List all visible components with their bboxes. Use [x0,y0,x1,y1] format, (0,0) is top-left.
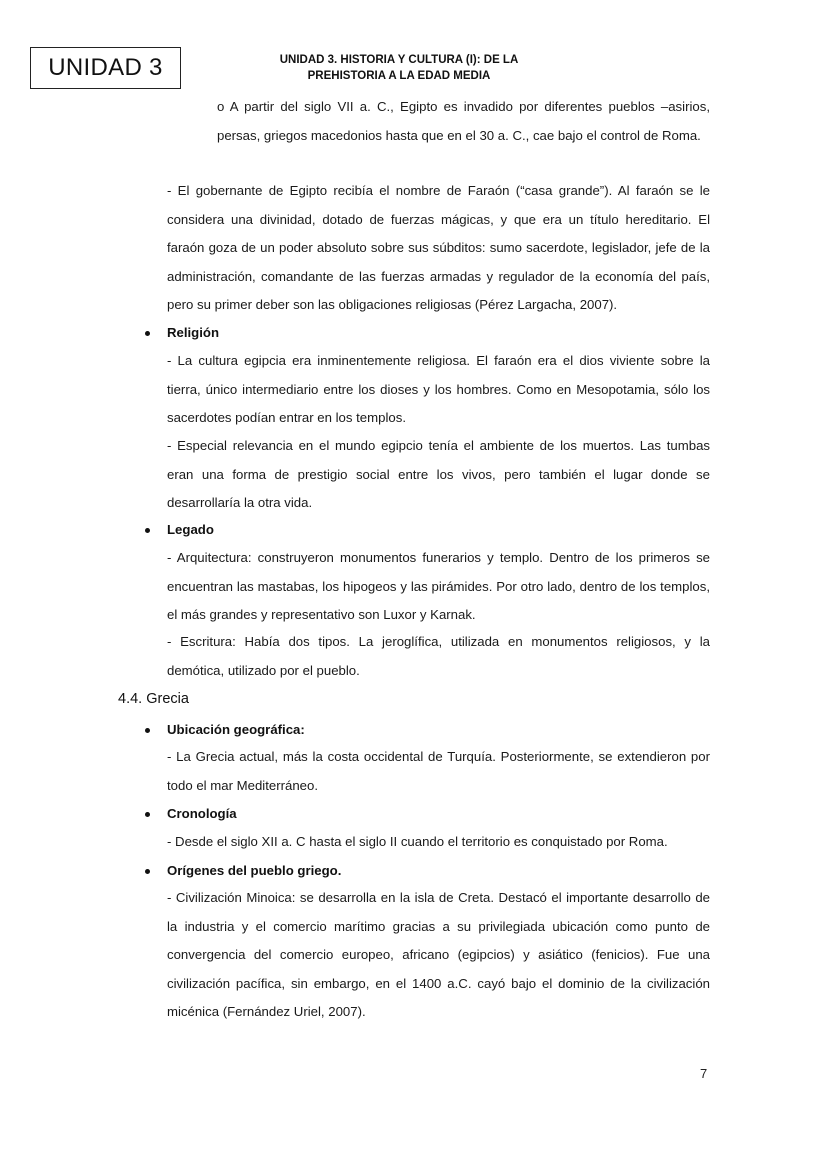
bullet-origenes [145,857,341,885]
bullet-dot-icon [145,331,150,336]
bullet-cronologia [145,800,237,828]
religion-paragraph-1: - La cultura egipcia era inminentemente religiosa. El faraón era el dios viviente sobre la tierra, único intermediario entre los dioses y los hombres. Como en Mesopotamia, sólo los sacerdotes podían entrar en los templos. [167,353,710,426]
bullet-label: Orígenes del pueblo griego. [167,863,342,878]
bullet-dot-icon [145,869,150,874]
bullet-dot-icon [145,728,150,733]
egypt-invasion-sub-item: o A partir del siglo VII a. C., Egipto es invadido por diferentes pueblos –asirios, persas, griegos macedonios hasta que en el 30 a. C., cae bajo el control de Roma. [217,99,710,143]
bullet-label: Religión [167,325,220,340]
legado-paragraph-1: - Arquitectura: construyeron monumentos funerarios y templo. Dentro de los primeros se encuentran las mastabas, los hipogeos y las pirámides. Por otro lado, dentro de los templos, el más grandes y representativo son Luxor y Karnak. [167,550,710,623]
bullet-legado [145,516,214,544]
bullet-label: Ubicación geográfica: [167,722,305,737]
religion-paragraph-2: - Especial relevancia en el mundo egipcio tenía el ambiente de los muertos. Las tumbas eran una forma de prestigio social entre los vivos, pero también el lugar donde se desarrollaría la otra vida. [167,438,710,511]
unit-label-box [30,47,181,89]
bullet-ubicacion [145,716,305,744]
page-number: 7 [700,1066,708,1081]
cronologia-paragraph: - Desde el siglo XII a. C hasta el siglo II cuando el territorio es conquistado por Roma. [167,834,668,849]
bullet-label: Cronología [167,806,237,821]
pharaoh-paragraph: - El gobernante de Egipto recibía el nombre de Faraón (“casa grande”). Al faraón se le considera una divinidad, dotado de fuerzas mágicas, y que era un título hereditario. El faraón goza de un poder absoluto sobre sus súbditos: sumo sacerdote, legislador, jefe de la administración, comandante de las fuerzas armadas y regulador de la economía del país, pero su primer deber son las obligaciones religiosas (Pérez Largacha, 2007). [167,183,710,313]
page-header-title [240,52,558,84]
ubicacion-paragraph: - La Grecia actual, más la costa occidental de Turquía. Posteriormente, se extendieron por todo el mar Mediterráneo. [167,749,710,793]
bullet-dot-icon [145,812,150,817]
header-title-line-2: PREHISTORIA A LA EDAD MEDIA [307,70,491,82]
section-heading-grecia: 4.4. Grecia [118,691,189,707]
header-title-line-1: UNIDAD 3. HISTORIA Y CULTURA (I): DE LA [279,54,519,66]
bullet-religion [145,319,219,347]
unit-label: UNIDAD 3 [48,54,163,81]
bullet-label: Legado [167,522,214,537]
bullet-dot-icon [145,528,150,533]
origenes-paragraph: - Civilización Minoica: se desarrolla en la isla de Creta. Destacó el importante desarrollo de la industria y el comercio marítimo gracias a su privilegiada ubicación como punto de convergencia del comercio europeo, africano (egipcios) y asiático (fenicios). Fue una civilización pacífica, sin embargo, en el 1400 a.C. cayó bajo el dominio de la civilización micénica (Fernández Uriel, 2007). [167,890,710,1020]
legado-paragraph-2: - Escritura: Había dos tipos. La jeroglífica, utilizada en monumentos religiosos, y la demótica, utilizado por el pueblo. [167,634,710,678]
